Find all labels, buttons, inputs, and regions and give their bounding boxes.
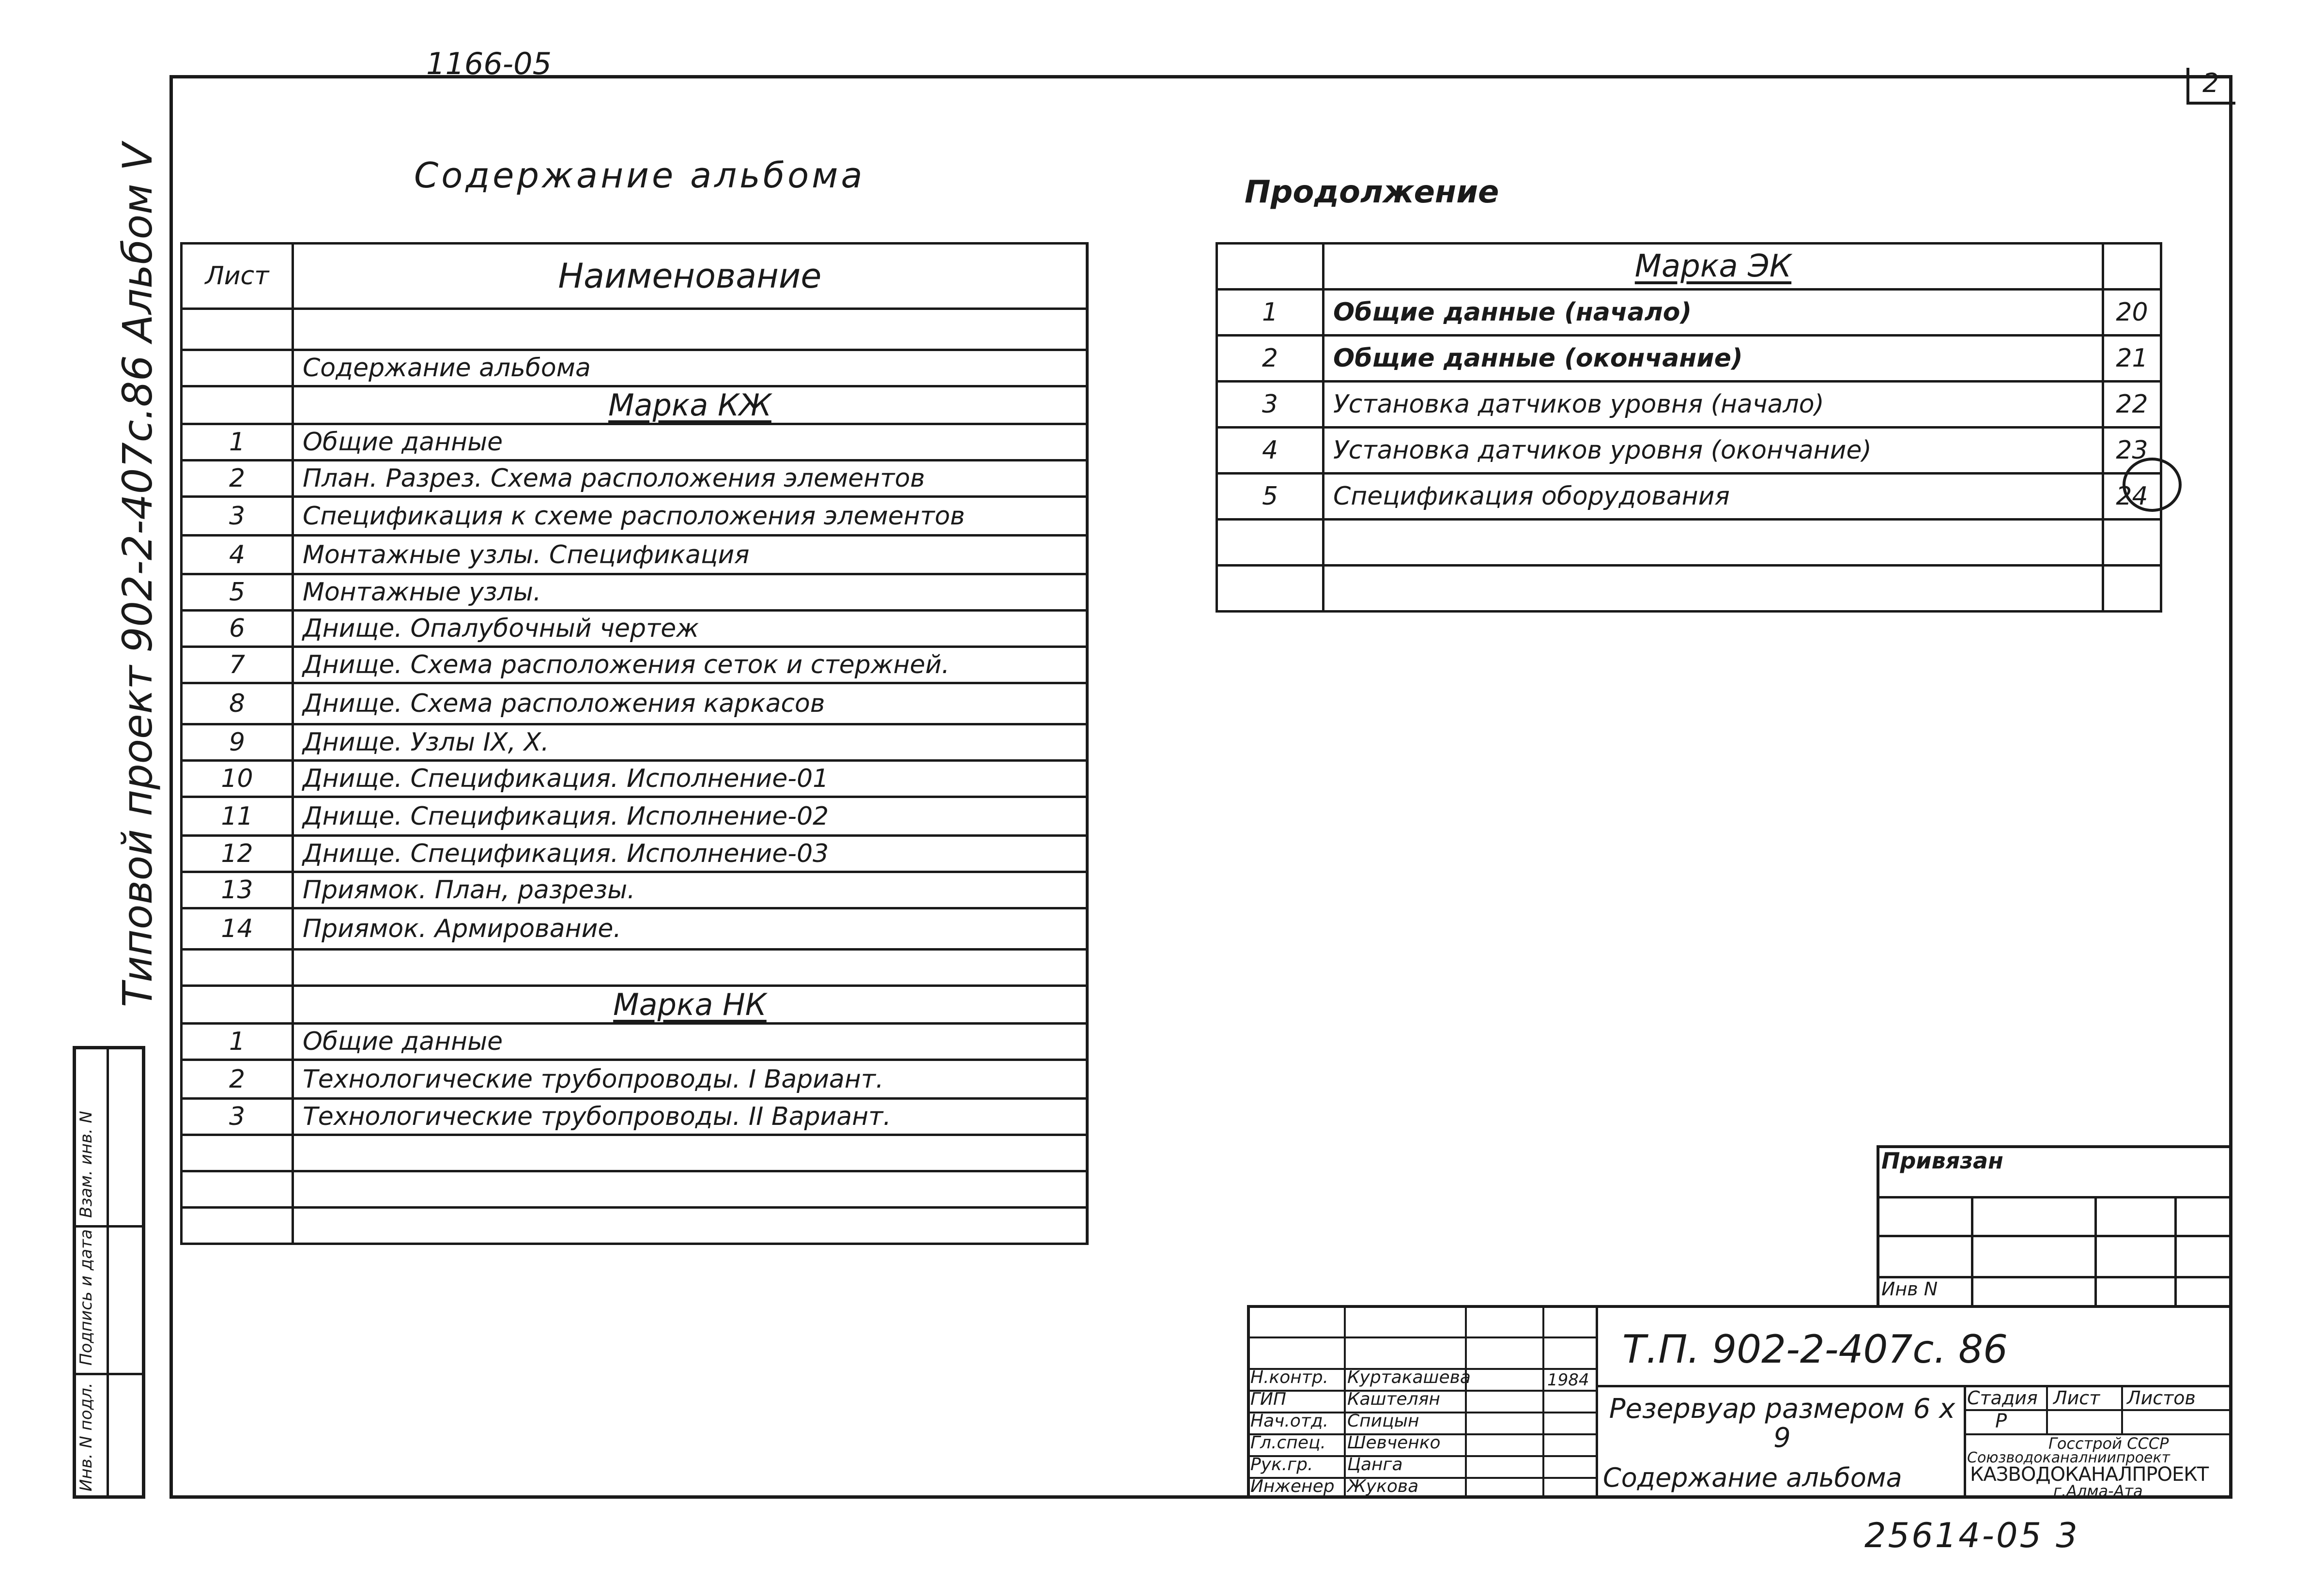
table-row xyxy=(182,497,1088,536)
row-sheet xyxy=(182,350,293,386)
sig-v-2 xyxy=(1465,1305,1467,1499)
row-page xyxy=(1087,1171,1088,1208)
row-sheet xyxy=(182,1135,293,1171)
stamp-replace-label: Взам. инв. N xyxy=(77,1111,96,1218)
row-page xyxy=(1087,574,1088,611)
row-name xyxy=(293,1171,1087,1208)
table-row xyxy=(182,872,1088,908)
table-row xyxy=(1217,566,2161,612)
row-sheet: 4 xyxy=(182,536,293,574)
row-name: Общие данные xyxy=(293,424,1087,461)
table-row xyxy=(182,683,1088,724)
row-name: План. Разрез. Схема расположения элементов xyxy=(293,461,1087,497)
row-page xyxy=(1087,1024,1088,1060)
row-sheet: 7 xyxy=(182,647,293,683)
section-row xyxy=(1217,244,2161,290)
table-row xyxy=(1217,336,2161,382)
section-heading: Марка НК xyxy=(293,986,1087,1024)
section-page-blank xyxy=(2103,244,2161,290)
table-row xyxy=(182,424,1088,461)
row-sheet: 9 xyxy=(182,724,293,761)
sheets-label: Листов xyxy=(2127,1387,2196,1409)
row-name xyxy=(1324,520,2103,566)
row-sheet xyxy=(1217,520,1324,566)
row-name xyxy=(293,309,1087,350)
row-sheet: 1 xyxy=(182,1024,293,1060)
row-page xyxy=(1087,309,1088,350)
row-sheet xyxy=(1217,566,1324,612)
row-name: Днище. Спецификация. Исполнение-03 xyxy=(293,836,1087,872)
row-sheet: 2 xyxy=(182,461,293,497)
signature-name: Жукова xyxy=(1347,1476,1419,1496)
row-sheet: 11 xyxy=(182,797,293,836)
stage-v-2 xyxy=(2121,1385,2123,1433)
row-page: 23 xyxy=(2103,428,2161,474)
table-row xyxy=(182,1135,1088,1171)
table-row xyxy=(182,908,1088,950)
stage-value: Р xyxy=(1995,1410,2007,1432)
org-line-1: Госстрой СССР xyxy=(2048,1434,2169,1453)
sheet-number: 2 xyxy=(2202,68,2219,98)
section-heading: Марка КЖ xyxy=(293,386,1087,424)
table-row xyxy=(182,836,1088,872)
row-page xyxy=(1087,872,1088,908)
header-page xyxy=(1087,244,1088,309)
row-sheet: 1 xyxy=(1217,290,1324,336)
signature-name: Куртакашева xyxy=(1347,1367,1471,1387)
row-sheet: 3 xyxy=(182,497,293,536)
row-name xyxy=(1324,566,2103,612)
left-title: Содержание альбома xyxy=(414,155,865,196)
row-page xyxy=(1087,1135,1088,1171)
row-name: Днище. Схема расположения сеток и стержней. xyxy=(293,647,1087,683)
org-line-4: г.Алма-Ата xyxy=(2053,1482,2143,1500)
row-sheet: 10 xyxy=(182,761,293,797)
side-stamp-divider-1 xyxy=(73,1225,145,1228)
row-sheet: 8 xyxy=(182,683,293,724)
row-page xyxy=(1087,611,1088,647)
table-row xyxy=(182,461,1088,497)
bottom-number: 25614-05 3 xyxy=(1864,1516,2079,1555)
row-name: Содержание альбома xyxy=(293,350,1087,386)
row-name: Установка датчиков уровня (начало) xyxy=(1324,382,2103,428)
sig-v-4 xyxy=(1596,1305,1598,1499)
row-name: Приямок. План, разрезы. xyxy=(293,872,1087,908)
signature-role: Гл.спец. xyxy=(1250,1433,1326,1453)
row-name: Днище. Узлы IX, X. xyxy=(293,724,1087,761)
row-page xyxy=(1087,986,1088,1024)
row-page xyxy=(1087,461,1088,497)
sig-v-1 xyxy=(1344,1305,1346,1499)
row-page xyxy=(1087,1099,1088,1135)
row-name: Приямок. Армирование. xyxy=(293,908,1087,950)
table-row xyxy=(182,761,1088,797)
row-page xyxy=(1087,724,1088,761)
table-row xyxy=(1217,428,2161,474)
row-sheet: 12 xyxy=(182,836,293,872)
row-name: Монтажные узлы. xyxy=(293,574,1087,611)
row-name xyxy=(293,1208,1087,1244)
row-page xyxy=(1087,797,1088,836)
row-sheet: 3 xyxy=(1217,382,1324,428)
side-project-label: Типовой проект 902-2-407с.86 Альбом V xyxy=(114,143,161,1007)
row-page xyxy=(1087,424,1088,461)
title-subtitle: Содержание альбома xyxy=(1603,1462,1902,1493)
table-row xyxy=(182,350,1088,386)
binding-row-2 xyxy=(1877,1235,2232,1237)
table-row xyxy=(182,1024,1088,1060)
header-sheet: Лист xyxy=(182,244,293,309)
stamp-inv-label: Инв. N подл. xyxy=(77,1382,96,1491)
row-sheet: 4 xyxy=(1217,428,1324,474)
row-sheet: 5 xyxy=(1217,474,1324,520)
section-heading: Марка ЭК xyxy=(1324,244,2103,290)
side-stamp-col xyxy=(107,1046,109,1499)
row-sheet xyxy=(182,1171,293,1208)
row-name: Общие данные xyxy=(293,1024,1087,1060)
row-page xyxy=(1087,836,1088,872)
signature-role: Н.контр. xyxy=(1250,1367,1329,1387)
row-sheet: 13 xyxy=(182,872,293,908)
row-name: Днище. Схема расположения каркасов xyxy=(293,683,1087,724)
table-row xyxy=(1217,290,2161,336)
row-sheet: 6 xyxy=(182,611,293,647)
side-stamp-divider-2 xyxy=(73,1373,145,1375)
table-row xyxy=(182,950,1088,986)
row-page xyxy=(1087,1060,1088,1099)
title-code: Т.П. 902-2-407с. 86 xyxy=(1622,1327,2008,1372)
table-header-row xyxy=(182,244,1088,309)
row-name xyxy=(293,950,1087,986)
stamp-sign-label: Подпись и дата xyxy=(77,1229,96,1366)
stage-v-1 xyxy=(2046,1385,2048,1433)
page-24-circle xyxy=(2123,458,2182,512)
table-row xyxy=(182,309,1088,350)
signature-name: Каштелян xyxy=(1347,1389,1440,1409)
signature-role: Инженер xyxy=(1250,1476,1335,1496)
row-page xyxy=(1087,536,1088,574)
row-name: Монтажные узлы. Спецификация xyxy=(293,536,1087,574)
section-sheet-blank xyxy=(1217,244,1324,290)
table-row xyxy=(182,797,1088,836)
row-name: Установка датчиков уровня (окончание) xyxy=(1324,428,2103,474)
table-row xyxy=(182,986,1088,1024)
row-sheet xyxy=(182,950,293,986)
table-row xyxy=(182,1060,1088,1099)
table-row xyxy=(182,1171,1088,1208)
binding-label: Привязан xyxy=(1881,1148,2003,1174)
signature-name: Цанга xyxy=(1347,1455,1403,1474)
right-title: Продолжение xyxy=(1245,174,1499,210)
row-name: Технологические трубопроводы. I Вариант. xyxy=(293,1060,1087,1099)
row-sheet: 1 xyxy=(182,424,293,461)
title-v-stage xyxy=(1964,1385,1966,1499)
signature-name: Шевченко xyxy=(1347,1433,1441,1453)
row-sheet: 2 xyxy=(182,1060,293,1099)
row-page xyxy=(1087,497,1088,536)
table-row xyxy=(182,386,1088,424)
contents-table-left xyxy=(180,242,1089,1245)
table-row xyxy=(182,574,1088,611)
signature-role: Рук.гр. xyxy=(1250,1455,1313,1474)
row-name: Технологические трубопроводы. II Вариант. xyxy=(293,1099,1087,1135)
row-sheet xyxy=(182,986,293,1024)
row-page xyxy=(1087,386,1088,424)
row-name: Спецификация к схеме расположения элементов xyxy=(293,497,1087,536)
row-page xyxy=(1087,761,1088,797)
table-row xyxy=(182,647,1088,683)
doc-number-top: 1166-05 xyxy=(426,46,552,81)
row-name xyxy=(293,1135,1087,1171)
row-page: 20 xyxy=(2103,290,2161,336)
sig-v-3 xyxy=(1542,1305,1544,1499)
header-name: Наименование xyxy=(293,244,1087,309)
row-name: Спецификация оборудования xyxy=(1324,474,2103,520)
row-page xyxy=(1087,647,1088,683)
title-name: Резервуар размером 6 х 9 xyxy=(1609,1393,1955,1454)
row-page xyxy=(2103,566,2161,612)
table-row xyxy=(182,536,1088,574)
binding-col-2 xyxy=(2094,1196,2097,1305)
row-page xyxy=(1087,950,1088,986)
table-row xyxy=(182,1099,1088,1135)
row-sheet: 14 xyxy=(182,908,293,950)
row-name: Общие данные (окончание) xyxy=(1324,336,2103,382)
binding-col-1 xyxy=(1971,1196,1973,1305)
row-page xyxy=(1087,1208,1088,1244)
signature-name: Спицын xyxy=(1347,1411,1419,1431)
title-year: 1984 xyxy=(1547,1370,1589,1390)
row-sheet xyxy=(182,386,293,424)
row-sheet: 5 xyxy=(182,574,293,611)
row-page xyxy=(1087,350,1088,386)
row-page xyxy=(1087,908,1088,950)
sheet-label: Лист xyxy=(2053,1387,2100,1409)
row-name: Днище. Опалубочный чертеж xyxy=(293,611,1087,647)
row-sheet: 2 xyxy=(1217,336,1324,382)
row-name: Общие данные (начало) xyxy=(1324,290,2103,336)
row-page: 21 xyxy=(2103,336,2161,382)
table-row xyxy=(182,611,1088,647)
row-sheet xyxy=(182,1208,293,1244)
row-page: 24 xyxy=(2103,474,2161,520)
row-page: 22 xyxy=(2103,382,2161,428)
binding-row-1 xyxy=(1877,1196,2232,1198)
row-sheet: 3 xyxy=(182,1099,293,1135)
table-row xyxy=(1217,474,2161,520)
table-row xyxy=(182,1208,1088,1244)
table-row xyxy=(182,724,1088,761)
signature-role: Нач.отд. xyxy=(1250,1411,1329,1431)
table-row xyxy=(1217,520,2161,566)
binding-inv-label: Инв N xyxy=(1881,1278,1938,1300)
binding-col-3 xyxy=(2174,1196,2177,1305)
contents-table-right xyxy=(1216,242,2162,613)
row-page xyxy=(1087,683,1088,724)
row-name: Днище. Спецификация. Исполнение-01 xyxy=(293,761,1087,797)
row-name: Днище. Спецификация. Исполнение-02 xyxy=(293,797,1087,836)
org-line-3: КАЗВОДОКАНАЛПРОЕКТ xyxy=(1970,1463,2209,1486)
org-line-2: Союзводоканалниипроект xyxy=(1967,1449,2170,1466)
row-sheet xyxy=(182,309,293,350)
stage-label: Стадия xyxy=(1967,1387,2038,1409)
row-page xyxy=(2103,520,2161,566)
table-row xyxy=(1217,382,2161,428)
signature-role: ГИП xyxy=(1250,1389,1287,1409)
